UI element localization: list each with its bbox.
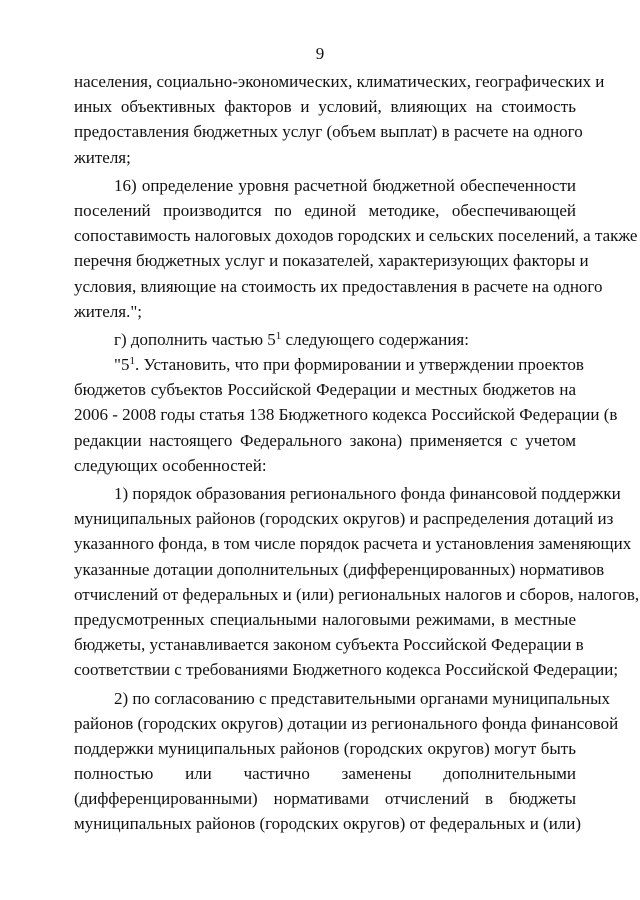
text-line: жителя; <box>74 147 131 167</box>
text-line: муниципальных районов (городских округов) и распределения дотаций из <box>74 509 614 529</box>
text-line: отчислений от федеральных и (или) региональных налогов и сборов, налогов, <box>74 584 640 604</box>
text-segment: "5 <box>114 355 130 375</box>
text-segment: следующего содержания: <box>281 329 469 349</box>
text-line: соответствии с требованиями Бюджетного кодекса Российской Федерации; <box>74 660 619 680</box>
text-line: бюджетов субъектов Российской Федерации и местных бюджетов на <box>74 380 576 400</box>
text-segment: . Установить, что при формировании и утверждении проектов <box>134 355 584 375</box>
text-line: 16) определение уровня расчетной бюджетной обеспеченности <box>114 175 576 195</box>
text-line: 2006 - 2008 годы статья 138 Бюджетного кодекса Российской Федерации (в <box>74 405 618 425</box>
text-line: поселений производится по единой методике, обеспечивающей <box>74 200 576 220</box>
text-line: полностью или частично заменены дополнительными <box>74 764 576 784</box>
text-line: иных объективных факторов и условий, влияющих на стоимость <box>74 97 576 117</box>
page-number: 9 <box>315 44 325 63</box>
superscript: 1 <box>275 329 282 342</box>
text-line: 2) по согласованию с представительными органами муниципальных <box>114 688 610 708</box>
text-line: указанные дотации дополнительных (дифференцированных) нормативов <box>74 559 605 579</box>
text-line: следующих особенностей: <box>74 455 267 475</box>
text-line: поддержки муниципальных районов (городских округов) могут быть <box>74 738 576 758</box>
text-line <box>74 327 576 352</box>
text-line: населения, социально-экономических, климатических, географических и <box>74 72 605 91</box>
text-line: сопоставимость налоговых доходов городских и сельских поселений, а также <box>74 226 638 246</box>
text-line: (дифференцированными) нормативами отчислений в бюджеты <box>74 789 576 809</box>
text-line: предоставления бюджетных услуг (объем выплат) в расчете на одного <box>74 122 583 142</box>
text-line: муниципальных районов (городских округов) от федеральных и (или) <box>74 814 582 834</box>
text-line: редакции настоящего Федерального закона) применяется с учетом <box>74 430 576 450</box>
text-line: бюджеты, устанавливается законом субъекта Российской Федерации в <box>74 635 584 655</box>
text-line <box>74 352 584 377</box>
text-line: указанного фонда, в том числе порядок расчета и установления заменяющих <box>74 534 632 554</box>
text-line: жителя."; <box>74 301 143 321</box>
text-line: предусмотренных специальными налоговыми режимами, в местные <box>74 609 576 629</box>
superscript: 1 <box>129 355 135 368</box>
text-line: 1) порядок образования регионального фонда финансовой поддержки <box>114 484 621 503</box>
text-segment: г) дополнить частью 5 <box>114 329 276 349</box>
text-line: перечня бюджетных услуг и показателей, характеризующих факторы и <box>74 251 589 271</box>
document-body <box>74 69 640 837</box>
text-line: районов (городских округов) дотации из регионального фонда финансовой <box>74 713 619 733</box>
text-line: условия, влияющие на стоимость их предоставления в расчете на одного <box>74 276 603 296</box>
